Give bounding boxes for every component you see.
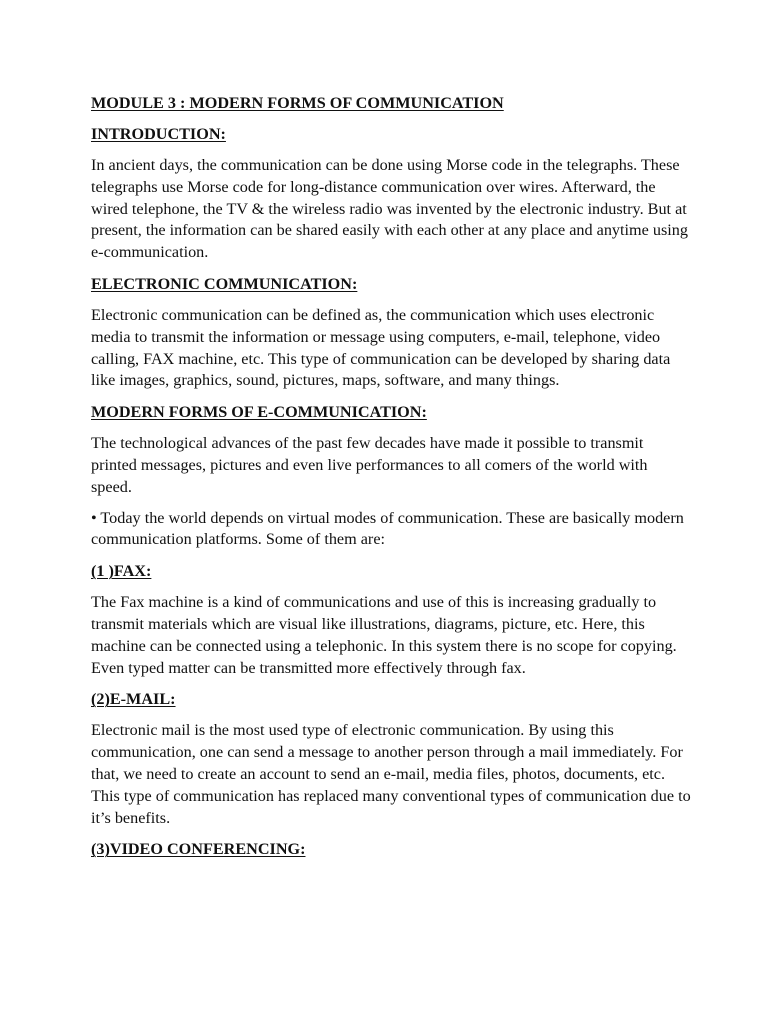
video-conferencing-heading: (3)VIDEO CONFERENCING: — [91, 840, 306, 859]
email-paragraph: Electronic mail is the most used type of electronic communication. By using this communication, one can send a message to another person through a mail immediately. For that, we need to create an account to send an e-mail, media files, photos, documents, etc. This type of communication has replaced many conventional types of communication due to it’s benefits. — [91, 721, 691, 827]
fax-heading: (1 )FAX: — [91, 562, 152, 581]
modern-forms-heading: MODERN FORMS OF E-COMMUNICATION: — [91, 403, 427, 422]
electronic-communication-heading: ELECTRONIC COMMUNICATION: — [91, 274, 358, 293]
fax-paragraph: The Fax machine is a kind of communications and use of this is increasing gradually to transmit materials which are visual like illustrations, diagrams, picture, etc. Here, this machine can be connected using a telephonic. In this system there is no scope for copying. Even typed matter can be transmitted more effectively through fax. — [91, 593, 677, 677]
introduction-paragraph: In ancient days, the communication can be done using Morse code in the telegraphs. These telegraphs use Morse code for long-distance communication over wires. Afterward, the wired telephone, the TV & the wireless radio was invented by the electronic industry. But at present, the information can be shared easily with each other at any place and anytime using e-communication. — [91, 156, 688, 262]
document-page — [91, 92, 691, 860]
modern-forms-bullet: • Today the world depends on virtual modes of communication. These are basically modern communication platforms. Some of them are: — [91, 508, 684, 549]
email-heading: (2)E-MAIL: — [91, 690, 176, 709]
module-title: MODULE 3 : MODERN FORMS OF COMMUNICATION — [91, 94, 504, 112]
introduction-heading: INTRODUCTION: — [91, 125, 226, 143]
electronic-communication-paragraph: Electronic communication can be defined as, the communication which uses electronic media to transmit the information or message using computers, e-mail, telephone, video calling, FAX machine, etc. This type of communication can be developed by sharing data like images, graphics, sound, pictures, maps, software, and many things. — [91, 305, 671, 390]
modern-forms-paragraph: The technological advances of the past few decades have made it possible to transmit printed messages, pictures and even live performances to all comers of the world with speed. — [91, 434, 648, 496]
